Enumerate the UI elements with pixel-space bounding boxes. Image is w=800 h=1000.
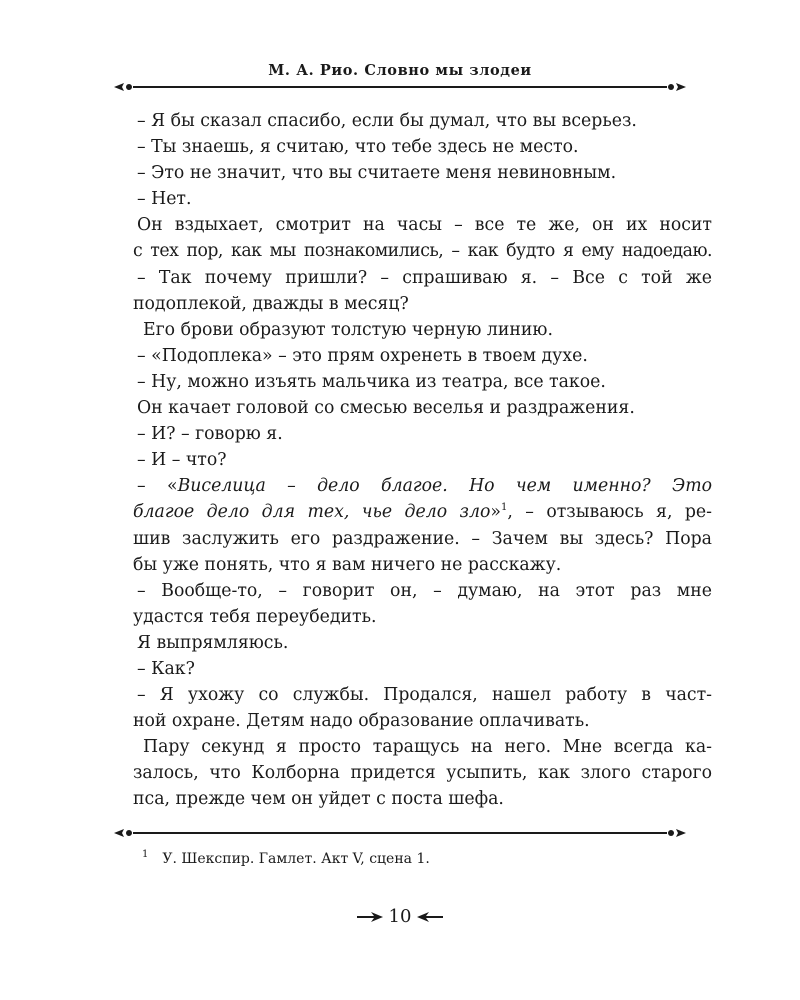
footnote-mark: 1	[142, 849, 149, 860]
line: – Так почему пришли? – спрашиваю я. – Все с той же	[137, 267, 712, 288]
line: с тех пор, как мы познакомились, – как будто я ему надоедаю.	[133, 241, 712, 262]
line: – Это не значит, что вы считаете меня невиновным.	[137, 163, 617, 184]
page-number: 10	[388, 906, 412, 927]
line: Он качает головой со смесью веселья и раздражения.	[137, 398, 635, 419]
line: Я выпрямляюсь.	[137, 632, 289, 653]
body-text	[133, 108, 712, 813]
footnote-reference[interactable]: 1	[500, 502, 508, 514]
footnote	[142, 846, 682, 868]
running-title: М. А. Рио. Словно мы злодеи	[268, 62, 532, 79]
line: подоплекой, дважды в месяц?	[133, 293, 409, 314]
line: – И? – говорю я.	[137, 424, 283, 445]
footnote-text: У. Шекспир. Гамлет. Акт V, сцена 1.	[162, 851, 430, 867]
line: – Нет.	[137, 189, 192, 210]
line: бы уже понять, что я вам ничего не расскажу.	[133, 554, 562, 575]
footnote-rule-ornament	[112, 826, 688, 840]
line: залось, что Колборна придется усыпить, как злого старого	[133, 763, 712, 784]
left-arrow-ornament-icon	[357, 907, 383, 928]
line: – И – что?	[137, 450, 227, 471]
line: Он вздыхает, смотрит на часы – все те же, он их носит	[137, 215, 712, 236]
line: пса, прежде чем он уйдет с поста шефа.	[133, 789, 504, 810]
line: – Ты знаешь, я считаю, что тебе здесь не место.	[137, 137, 579, 158]
line: – Ну, можно изъять мальчика из театра, все такое.	[137, 371, 606, 392]
line: удастся тебя переубедить.	[133, 606, 377, 627]
line: – Я бы сказал спасибо, если бы думал, что вы всерьез.	[137, 111, 637, 131]
quote-line: благое дело для тех, чье дело зло»$^1$, – отзываюсь я, ре-	[133, 502, 712, 523]
line: – «Подоплека» – это прям охренеть в твоем духе.	[137, 345, 588, 366]
quote-line: – «Виселица – дело благое. Но чем именно? Это	[137, 476, 712, 497]
right-arrow-ornament-icon	[417, 907, 443, 928]
line: Пару секунд я просто таращусь на него. Мне всегда ка-	[143, 737, 712, 758]
line: Его брови образуют толстую черную линию.	[143, 319, 553, 340]
line: ной охране. Детям надо образование оплачивать.	[133, 711, 590, 732]
line: – Я ухожу со службы. Продался, нашел работу в част-	[137, 685, 712, 706]
header-rule-ornament	[112, 80, 688, 94]
line: – Вообще-то, – говорит он, – думаю, на этот раз мне	[137, 580, 712, 601]
page-folio	[0, 906, 800, 928]
line: – Как?	[137, 658, 195, 679]
line: шив заслужить его раздражение. – Зачем вы здесь? Пора	[133, 528, 712, 549]
